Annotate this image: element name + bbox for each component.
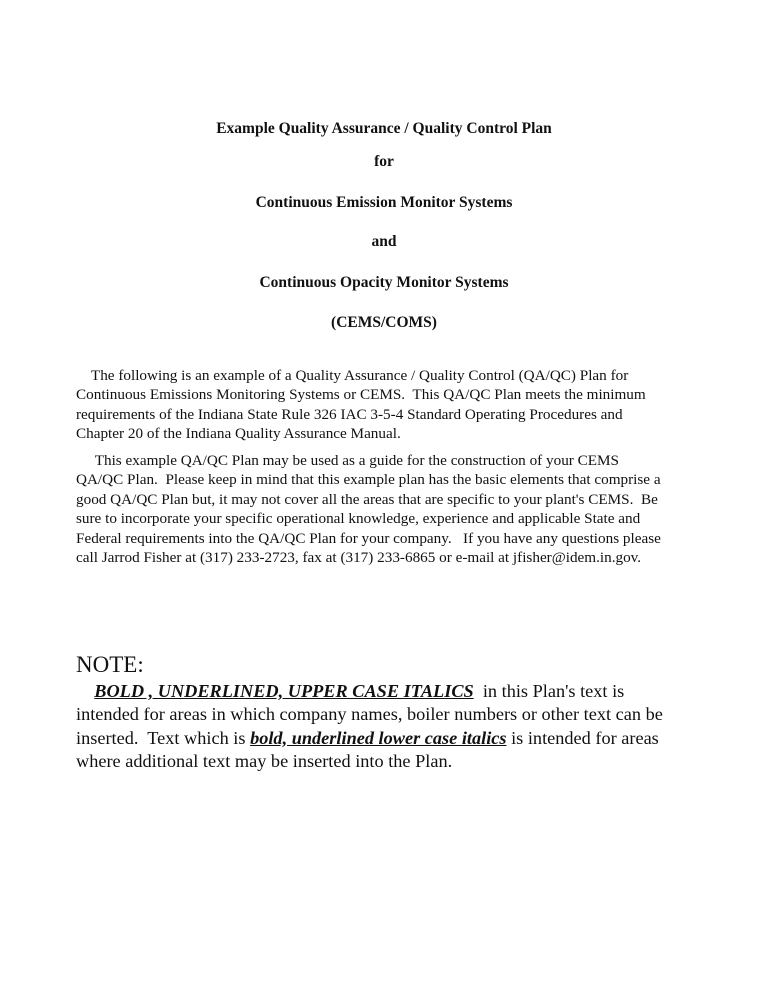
text-run: is intended for areas	[506, 727, 659, 748]
text-line: Chapter 20 of the Indiana Quality Assurance Manual.	[76, 425, 401, 443]
emphasis-lower: bold, underlined lower case italics	[250, 727, 507, 748]
text-line: QA/QC Plan. Please keep in mind that this example plan has the basic elements that comprise a	[76, 471, 661, 489]
emphasis-upper: BOLD , UNDERLINED, UPPER CASE ITALICS	[94, 681, 474, 701]
text-line	[76, 727, 663, 750]
text-line: sure to incorporate your specific operational knowledge, experience and applicable State and	[76, 510, 641, 528]
text-run: in this Plan's text is	[473, 681, 625, 701]
text-line: Federal requirements into the QA/QC Plan for your company. If you have any questions please	[76, 529, 661, 547]
text-line: where additional text may be inserted into the Plan.	[76, 750, 453, 771]
title-line-4: and	[371, 233, 397, 250]
title-line-1: Example Quality Assurance / Quality Control Plan	[216, 120, 552, 137]
text-line: This example QA/QC Plan may be used as a guide for the construction of your CEMS	[76, 452, 620, 469]
title-line-6: (CEMS/COMS)	[331, 314, 437, 331]
text-line: The following is an example of a Quality Assurance / Quality Control (QA/QC) Plan for	[76, 367, 629, 384]
text-line: requirements of the Indiana State Rule 326 IAC 3-5-4 Standard Operating Procedures and	[76, 405, 623, 423]
note-paragraph	[76, 680, 663, 773]
title-line-5: Continuous Opacity Monitor Systems	[259, 274, 509, 291]
intro-paragraph-2	[76, 451, 716, 567]
text-line: call Jarrod Fisher at (317) 233-2723, fax at (317) 233-6865 or e-mail at jfisher@idem.in.gov.	[76, 548, 642, 566]
title-line-3: Continuous Emission Monitor Systems	[255, 194, 513, 211]
note-heading: NOTE:	[76, 652, 144, 677]
title-line-2: for	[374, 153, 394, 170]
text-run: inserted. Text which is	[76, 727, 251, 748]
text-line	[76, 680, 663, 703]
text-line: good QA/QC Plan but, it may not cover all the areas that are specific to your plant's CEMS. Be	[76, 490, 658, 508]
intro-paragraph-1	[76, 366, 716, 444]
text-line: Continuous Emissions Monitoring Systems or CEMS. This QA/QC Plan meets the minimum	[76, 386, 646, 404]
text-line: intended for areas in which company names, boiler numbers or other text can be	[76, 704, 663, 725]
